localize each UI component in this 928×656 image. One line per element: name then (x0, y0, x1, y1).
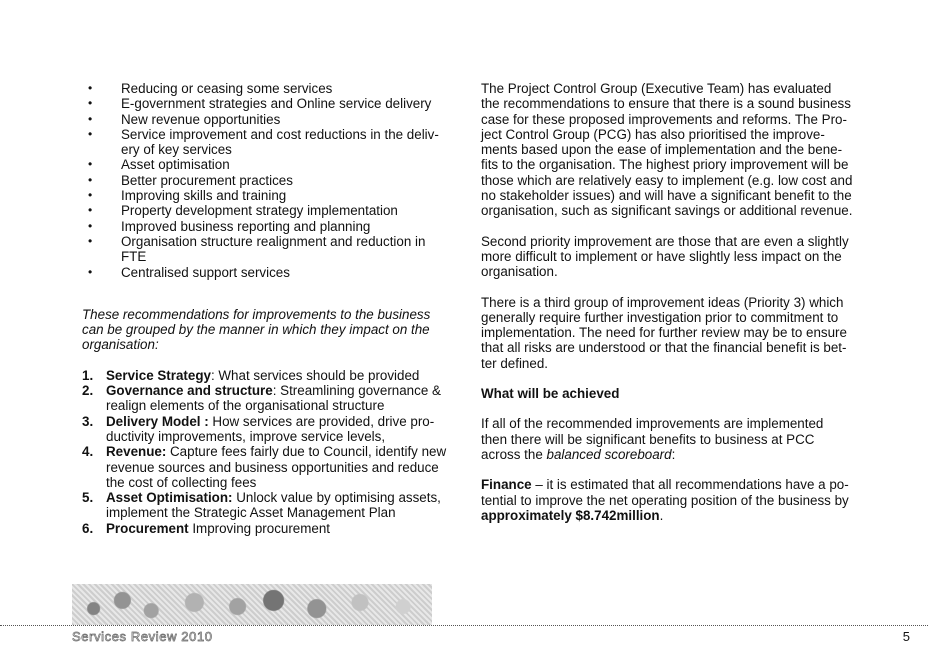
numbered-list (82, 368, 454, 536)
balanced-scoreboard-text: balanced scoreboard (546, 446, 672, 462)
bullet-item: • Improving skills and training (82, 188, 454, 203)
bullet-item: • Property development strategy implementation (82, 203, 454, 218)
item-title: Service Strategy (106, 367, 211, 383)
numbered-item (82, 521, 454, 536)
right-column (481, 81, 853, 523)
item-text: : What services should be provided (210, 367, 420, 383)
priority-two-paragraph: Second priority improvement are those that are even a slightly more difficult to implement or have slightly less impact on the organisation. (481, 233, 849, 280)
footer-divider (0, 625, 928, 626)
benefits-text: If all of the recommended improvements are implemented then there will be significant benefits to business at PCC across the (481, 416, 824, 462)
bullet-item: • E-government strategies and Online service delivery (82, 96, 454, 111)
item-number: 3. (82, 413, 94, 429)
item-number: 2. (82, 383, 94, 399)
footer-title: Services Review 2010 (72, 629, 213, 644)
numbered-item (82, 383, 454, 414)
priority-three-paragraph: There is a third group of improvement ideas (Priority 3) which generally require further investigation prior to commitment to implementation. The need for further review may be to ensure that all risks are understood or that the financial benefit is bet-ter defined. (481, 294, 847, 371)
numbered-item (82, 368, 454, 383)
benefits-colon: : (671, 446, 676, 462)
finance-paragraph (481, 477, 853, 523)
item-title: Revenue: (106, 444, 167, 460)
item-number: 1. (82, 367, 94, 383)
item-number: 5. (82, 490, 94, 506)
item-text: : Streamlining governance & realign elements of the organisational structure (106, 383, 441, 414)
item-text: Improving procurement (188, 520, 331, 536)
bullet-item: • New revenue opportunities (82, 112, 454, 127)
finance-label: Finance (481, 477, 532, 493)
numbered-item (82, 490, 454, 521)
intro-paragraph: These recommendations for improvements to the business can be grouped by the manner in which they impact on the organisation: (82, 306, 431, 353)
bullet-item: • Asset optimisation (82, 157, 454, 172)
item-text: Capture fees fairly due to Council, identify new revenue sources and business opportunities and reduce the cost of collecting fees (106, 444, 447, 490)
item-text: Unlock value by optimising assets, implement the Strategic Asset Management Plan (106, 490, 441, 521)
bullet-item: • Organisation structure realignment and reduction in FTE (82, 234, 454, 265)
item-text: How services are provided, drive pro-ductivity improvements, improve service levels, (106, 413, 435, 444)
bullet-item: • Service improvement and cost reductions in the deliv-ery of key services (82, 127, 454, 158)
left-column (82, 81, 454, 536)
item-number: 6. (82, 520, 94, 536)
footer-photo-strip (72, 584, 432, 625)
benefits-paragraph (481, 416, 853, 462)
bullet-item: • Reducing or ceasing some services (82, 81, 454, 96)
finance-text: – it is estimated that all recommendations have a po-tential to improve the net operating position of the business by (481, 477, 849, 508)
bullet-item: • Improved business reporting and planning (82, 219, 454, 234)
numbered-item (82, 414, 454, 445)
numbered-item (82, 444, 454, 490)
item-title: Procurement (106, 520, 189, 536)
item-title: Asset Optimisation: (106, 490, 233, 506)
evaluation-paragraph: The Project Control Group (Executive Team) has evaluated the recommendations to ensure that there is a sound business case for these proposed improvements and reforms. The Pro-ject Control Group (PCG) has also prioritised the improve-ments based upon the ease of implementation and the bene-fits to the organisation. The highest priory improvement will be those which are relatively easy to implement (e.g. low cost and no stakeholder issues) and will have a significant benefit to the organisation, such as significant savings or additional revenue. (481, 81, 853, 219)
bullet-item: • Better procurement practices (82, 173, 454, 188)
bullet-item: • Centralised support services (82, 265, 454, 280)
item-number: 4. (82, 444, 94, 460)
section-heading: What will be achieved (481, 386, 620, 402)
item-title: Delivery Model : (106, 413, 209, 429)
item-title: Governance and structure (106, 383, 273, 399)
bullet-list (82, 81, 454, 280)
finance-amount: approximately $8.742million (481, 507, 660, 523)
finance-period: . (659, 507, 664, 523)
page-number: 5 (902, 629, 910, 644)
